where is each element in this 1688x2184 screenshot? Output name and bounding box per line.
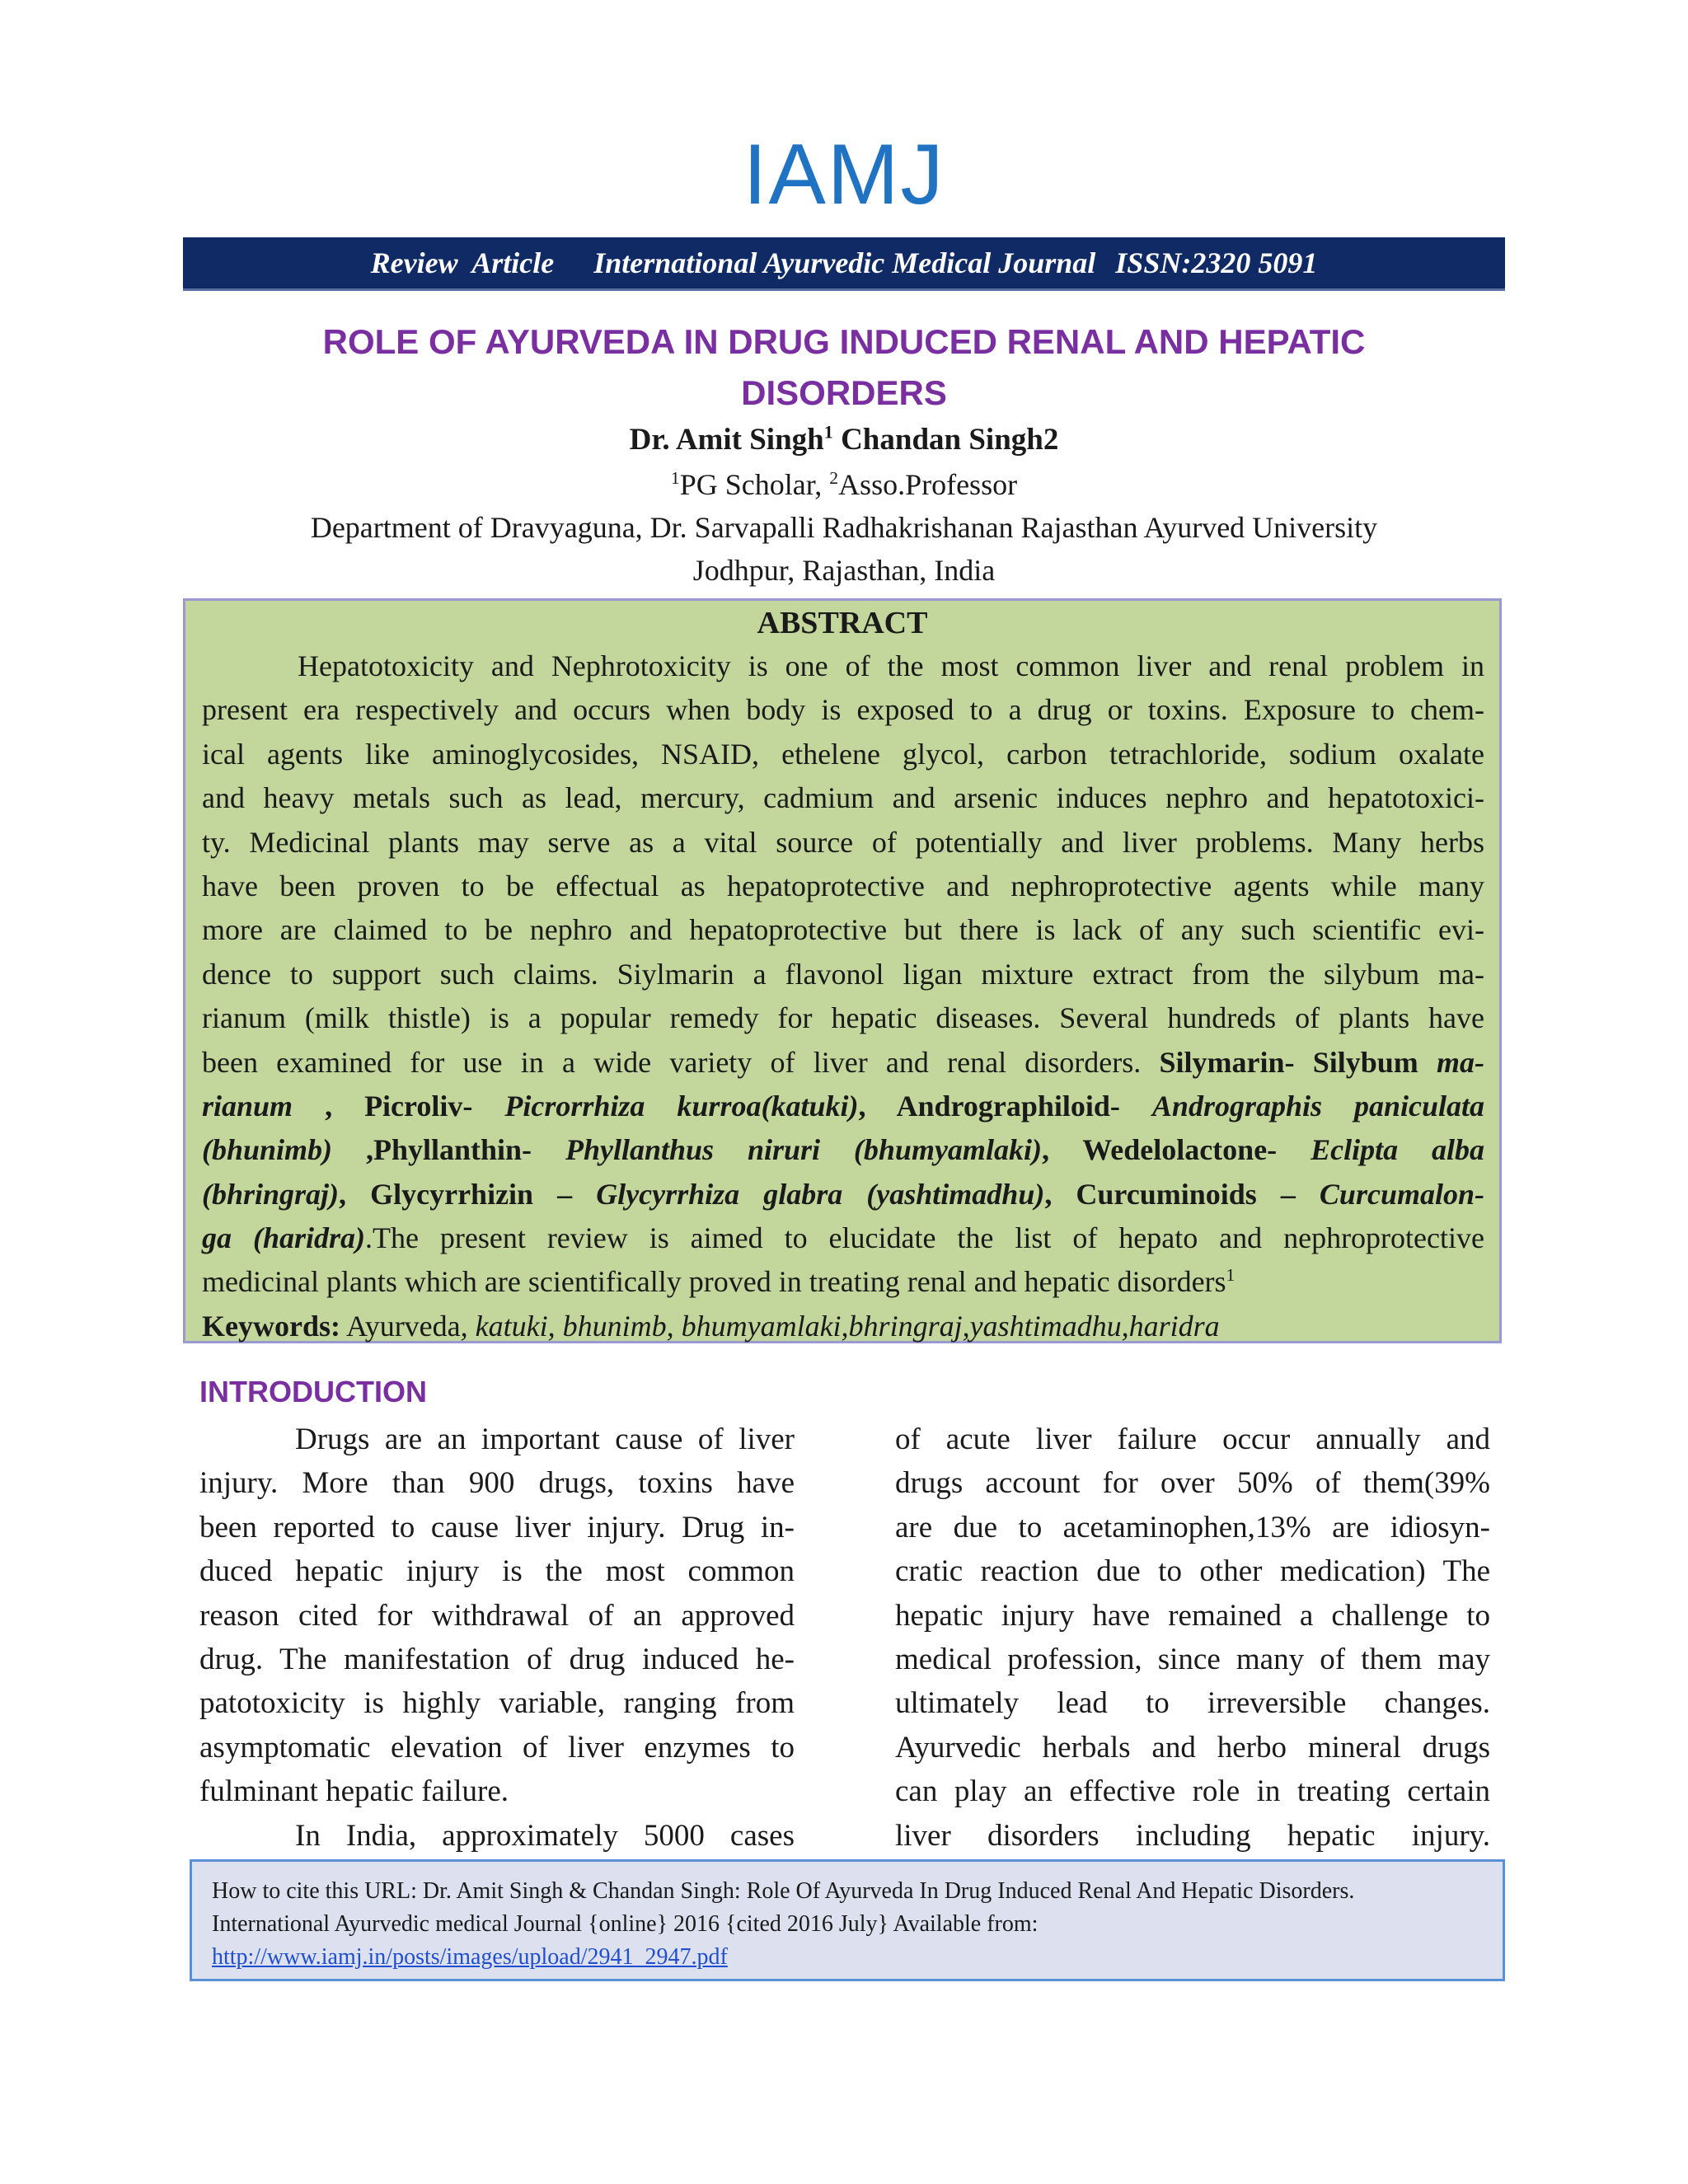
intro-line: been reported to cause liver injury. Drug in- <box>199 1510 795 1544</box>
abstract-text: medicinal plants which are scientifically proved in treating renal and hepatic disorders <box>202 1265 1226 1299</box>
abstract-plant-name: Phyllanthus niruri (bhumyamlaki) <box>565 1133 1042 1167</box>
intro-line: of acute liver failure occur annually and <box>895 1422 1490 1456</box>
abstract-box <box>183 598 1502 1343</box>
abstract-line <box>202 1260 1484 1304</box>
abstract-text: been examined for use in a wide variety of liver and renal disorders. <box>202 1045 1142 1079</box>
abstract-line: ical agents like aminoglycosides, NSAID, ethelene glycol, carbon tetrachloride, sodium oxalate <box>202 737 1484 771</box>
abstract-compound: , Picroliv- <box>293 1089 505 1122</box>
intro-line: are due to acetaminophen,13% are idiosyn- <box>895 1510 1490 1544</box>
issn: ISSN:2320 5091 <box>1115 246 1318 279</box>
intro-line: fulminant hepatic failure. <box>199 1774 509 1809</box>
abstract-body <box>202 644 1484 1348</box>
abstract-line: have been proven to be effectual as hepatoprotective and nephroprotective agents while many <box>202 869 1484 902</box>
abstract-plant-name: Glycyrrhiza glabra (yashtimadhu) <box>596 1177 1045 1211</box>
abstract-plant-name: Curcumalon- <box>1319 1177 1484 1211</box>
affiliation-line-2: Jodhpur, Rajasthan, India <box>692 554 996 587</box>
intro-left-column <box>199 1418 795 1858</box>
journal-name: International Ayurvedic Medical Journal <box>593 246 1096 279</box>
role-2: Asso.Professor <box>838 468 1018 501</box>
intro-line: In India, approximately 5000 cases <box>295 1818 795 1853</box>
author-roles <box>183 463 1505 506</box>
abstract-line: more are claimed to be nephro and hepatoprotective but there is lack of any such scientific evi- <box>202 913 1484 947</box>
role-2-sup: 2 <box>829 468 839 488</box>
intro-line: drugs account for over 50% of them(39% <box>895 1466 1490 1501</box>
abstract-plant-name: Andrographis paniculata <box>1151 1089 1485 1122</box>
intro-line: duced hepatic injury is the most common <box>199 1554 795 1589</box>
intro-line: reason cited for withdrawal of an approved <box>199 1598 795 1633</box>
abstract-bold-italic-text: ma- <box>1437 1045 1485 1079</box>
article-title-line-1: ROLE OF AYURVEDA IN DRUG INDUCED RENAL AND HEPATIC <box>322 322 1366 361</box>
abstract-compound: ,Phyllanthin- <box>332 1133 565 1167</box>
abstract-line: and heavy metals such as lead, mercury, cadmium and arsenic induces nephro and hepatotoxici- <box>202 781 1484 815</box>
intro-line: injury. More than 900 drugs, toxins have <box>199 1466 795 1501</box>
intro-line: asymptomatic elevation of liver enzymes to <box>199 1730 795 1765</box>
author-line <box>183 419 1505 462</box>
intro-line: ultimately lead to irreversible changes. <box>895 1686 1490 1721</box>
intro-line: medical profession, since many of them may <box>895 1642 1490 1676</box>
intro-line: patotoxicity is highly variable, ranging from <box>199 1686 795 1721</box>
abstract-line: ty. Medicinal plants may serve as a vital source of potentially and liver problems. Many herbs <box>202 825 1484 859</box>
reference-sup: 1 <box>1226 1265 1236 1286</box>
abstract-plant-name: Picrorrhiza kurroa(katuki) <box>504 1089 859 1122</box>
citation-line-2: International Ayurvedic medical Journal {online} 2016 {cited 2016 July} Available from: <box>212 1911 1039 1937</box>
intro-line: hepatic injury have remained a challenge to <box>895 1598 1490 1633</box>
author-1-sup: 1 <box>823 421 833 443</box>
citation-box <box>190 1859 1505 1981</box>
role-1-sup: 1 <box>670 468 680 488</box>
abstract-bold-text: Silymarin- Silybum <box>1141 1045 1437 1079</box>
author-1: Dr. Amit Singh <box>629 423 824 457</box>
abstract-compound: , Glycyrrhizin – <box>339 1177 597 1211</box>
keywords-list: , katuki, bhunimb, bhumyamlaki,bhringraj,yashtimadhu,haridra <box>460 1309 1220 1343</box>
abstract-line <box>202 1041 1484 1085</box>
author-2: Chandan Singh2 <box>832 423 1059 457</box>
intro-line: liver disorders including hepatic injury. <box>895 1818 1490 1853</box>
keywords-plain: Ayurveda <box>340 1309 461 1343</box>
abstract-line <box>202 1173 1484 1216</box>
introduction-heading: INTRODUCTION <box>199 1375 427 1408</box>
abstract-compound: , Andrographiloid- <box>858 1089 1152 1122</box>
abstract-plant-name: Eclipta alba <box>1311 1133 1484 1167</box>
intro-line: cratic reaction due to other medication) The <box>895 1554 1490 1589</box>
journal-banner <box>183 237 1505 291</box>
abstract-plant-name: rianum <box>202 1089 293 1122</box>
keywords-label: Keywords: <box>202 1309 340 1343</box>
role-1: PG Scholar, <box>679 468 830 501</box>
abstract-compound: , Curcuminoids – <box>1044 1177 1320 1211</box>
keywords-line <box>202 1305 1484 1348</box>
article-title-line-2: DISORDERS <box>741 373 947 412</box>
abstract-line <box>202 1128 1484 1172</box>
abstract-line: dence to support such claims. Siylmarin a flavonol ligan mixture extract from the silybum ma- <box>202 957 1484 991</box>
abstract-heading: ABSTRACT <box>757 606 928 640</box>
citation-link[interactable]: http://www.iamj.in/posts/images/upload/2941_2947.pdf <box>212 1944 728 1970</box>
intro-line: Drugs are an important cause of liver <box>295 1422 795 1456</box>
affiliation-line-1: Department of Dravyaguna, Dr. Sarvapalli Radhakrishanan Rajasthan Ayurved University <box>310 511 1378 544</box>
abstract-line: rianum (milk thistle) is a popular remedy for hepatic diseases. Several hundreds of plants have <box>202 1001 1484 1035</box>
abstract-line: present era respectively and occurs when body is exposed to a drug or toxins. Exposure to chem- <box>202 693 1484 727</box>
abstract-plant-name: (bhunimb) <box>202 1133 333 1167</box>
article-type: Review Article <box>370 246 555 279</box>
intro-line: drug. The manifestation of drug induced he- <box>199 1642 795 1676</box>
abstract-line <box>202 1216 1484 1260</box>
journal-logo: IAMJ <box>743 127 945 223</box>
abstract-compound: , Wedelolactone- <box>1041 1133 1311 1167</box>
intro-line: Ayurvedic herbals and herbo mineral drugs <box>895 1730 1490 1765</box>
abstract-plant-name: (bhringraj) <box>202 1177 340 1211</box>
intro-right-column <box>895 1418 1490 1858</box>
abstract-line: Hepatotoxicity and Nephrotoxicity is one of the most common liver and renal problem in <box>298 649 1484 682</box>
abstract-plant-name: ga (haridra) <box>202 1221 365 1255</box>
abstract-line <box>202 1085 1484 1128</box>
citation-line-1: How to cite this URL: Dr. Amit Singh & Chandan Singh: Role Of Ayurveda In Drug Induced Renal And Hepatic Disorders. <box>212 1878 1355 1904</box>
abstract-text: .The present review is aimed to elucidate the list of hepato and nephroprotective <box>364 1221 1484 1255</box>
intro-line: can play an effective role in treating certain <box>895 1774 1490 1809</box>
